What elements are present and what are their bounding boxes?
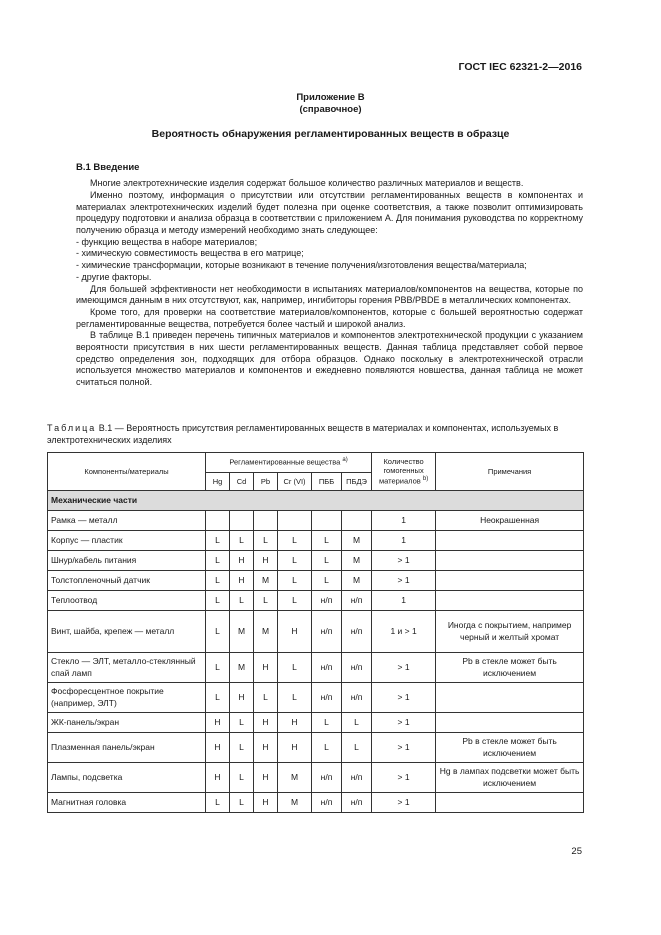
header-pb: Pb xyxy=(254,473,278,491)
cell-note: Hg в лампах подсветки может быть исключением xyxy=(436,763,584,793)
paragraph-2: Именно поэтому, информация о присутствии или отсутствии регламентированных веществ в компонентах и материалах электротехнических изделий будет полезна при оценке соответствия, а также позволит оптимизировать процедуру подготовки и анализа образца в соответствии с приложением А. Для понимания руководства по корректному получению образца и методу измерений необходимо знать следующее: xyxy=(76,190,583,236)
cell-cd: H xyxy=(230,551,254,571)
table-caption-label: Таблица xyxy=(47,423,97,433)
cell-name: ЖК-панель/экран xyxy=(48,713,206,733)
cell-hg: L xyxy=(206,653,230,683)
group-row xyxy=(48,491,584,511)
cell-cr: H xyxy=(278,733,312,763)
cell-pb: H xyxy=(254,733,278,763)
annex-title: Приложение В xyxy=(296,92,365,103)
table-row xyxy=(48,551,584,571)
cell-count: > 1 xyxy=(372,793,436,813)
cell-pb: H xyxy=(254,763,278,793)
cell-pbb: н/п xyxy=(312,763,342,793)
cell-name: Рамка — металл xyxy=(48,511,206,531)
cell-hg: L xyxy=(206,591,230,611)
document-code: ГОСТ IEC 62321-2—2016 xyxy=(458,61,582,73)
cell-pb: H xyxy=(254,653,278,683)
cell-pbde: н/п xyxy=(342,683,372,713)
header-pbde: ПБДЭ xyxy=(342,473,372,491)
table-row xyxy=(48,713,584,733)
cell-note xyxy=(436,571,584,591)
group-title: Механические части xyxy=(48,491,584,511)
annex-subtitle: (справочное) xyxy=(299,103,362,115)
cell-cd: L xyxy=(230,531,254,551)
cell-count: 1 xyxy=(372,591,436,611)
cell-name: Стекло — ЭЛТ, металло-стеклянный спай ламп xyxy=(48,653,206,683)
table-row xyxy=(48,591,584,611)
paragraph-4: Кроме того, для проверки на соответствие материалов/компонентов, которые с большей вероятностью содержат регламентированные вещества, потребуется более частый и широкой анализ. xyxy=(76,306,583,329)
cell-count: > 1 xyxy=(372,653,436,683)
cell-hg: H xyxy=(206,733,230,763)
cell-pbb: н/п xyxy=(312,683,342,713)
bullet-item: - другие факторы. xyxy=(76,271,152,282)
cell-pbb: н/п xyxy=(312,653,342,683)
cell-count: > 1 xyxy=(372,551,436,571)
cell-count: > 1 xyxy=(372,571,436,591)
cell-count: > 1 xyxy=(372,763,436,793)
cell-name: Теплоотвод xyxy=(48,591,206,611)
bullet-item: - функцию вещества в наборе материалов; xyxy=(76,236,258,247)
cell-pbde: M xyxy=(342,551,372,571)
bullet-list xyxy=(76,237,583,284)
cell-hg: L xyxy=(206,611,230,653)
header-notes: Примечания xyxy=(436,453,584,491)
cell-note xyxy=(436,683,584,713)
cell-cr: L xyxy=(278,531,312,551)
cell-count: 1 xyxy=(372,531,436,551)
cell-count: > 1 xyxy=(372,713,436,733)
cell-note: Pb в стекле может быть исключением xyxy=(436,653,584,683)
cell-cr: H xyxy=(278,713,312,733)
cell-note: Иногда с покрытием, например черный и желтый хромат xyxy=(436,611,584,653)
cell-name: Плазменная панель/экран xyxy=(48,733,206,763)
header-cd: Cd xyxy=(230,473,254,491)
header-component: Компоненты/материалы xyxy=(48,453,206,491)
cell-pbde: н/п xyxy=(342,591,372,611)
cell-cd: L xyxy=(230,763,254,793)
cell-pbde xyxy=(342,511,372,531)
cell-name: Корпус — пластик xyxy=(48,531,206,551)
cell-pbb: н/п xyxy=(312,591,342,611)
cell-hg: L xyxy=(206,551,230,571)
cell-pbde: н/п xyxy=(342,793,372,813)
cell-cd: M xyxy=(230,653,254,683)
cell-pbb: н/п xyxy=(312,793,342,813)
cell-note: Неокрашенная xyxy=(436,511,584,531)
table-row xyxy=(48,571,584,591)
cell-hg xyxy=(206,511,230,531)
cell-count: > 1 xyxy=(372,733,436,763)
cell-note xyxy=(436,531,584,551)
page-number: 25 xyxy=(571,846,582,857)
cell-pbde: L xyxy=(342,733,372,763)
annex-heading: Вероятность обнаружения регламентированных веществ в образце xyxy=(151,128,510,140)
cell-cr: L xyxy=(278,653,312,683)
cell-pbde: M xyxy=(342,531,372,551)
cell-name: Лампы, подсветка xyxy=(48,763,206,793)
cell-name: Толстопленочный датчик xyxy=(48,571,206,591)
cell-cr xyxy=(278,511,312,531)
substances-table xyxy=(47,452,584,813)
table-row xyxy=(48,511,584,531)
header-regulated: Регламентированные вещества $^{a)}$ xyxy=(206,453,372,473)
cell-hg: L xyxy=(206,683,230,713)
cell-pbb: L xyxy=(312,571,342,591)
header-count: Количество гомогенных материалов $^{b)}$ xyxy=(372,453,436,491)
cell-cd: H xyxy=(230,571,254,591)
cell-hg: H xyxy=(206,763,230,793)
cell-cd xyxy=(230,511,254,531)
paragraph-1: Многие электротехнические изделия содержат большое количество различных материалов и веществ. xyxy=(90,178,524,189)
header-cr: Cr (VI) xyxy=(278,473,312,491)
cell-note xyxy=(436,793,584,813)
cell-pbde: н/п xyxy=(342,611,372,653)
cell-note xyxy=(436,591,584,611)
cell-cd: L xyxy=(230,591,254,611)
table-row xyxy=(48,611,584,653)
cell-count: 1 xyxy=(372,511,436,531)
cell-pbde: L xyxy=(342,713,372,733)
cell-cd: L xyxy=(230,713,254,733)
cell-pb: H xyxy=(254,713,278,733)
cell-cr: L xyxy=(278,551,312,571)
cell-pbb xyxy=(312,511,342,531)
cell-pb: H xyxy=(254,551,278,571)
cell-pbb: L xyxy=(312,531,342,551)
table-row xyxy=(48,653,584,683)
bullet-item: - химические трансформации, которые возникают в течение получения/изготовления вещества/материала; xyxy=(76,260,527,271)
cell-pb: L xyxy=(254,531,278,551)
section-content xyxy=(76,162,583,389)
bullet-item: - химическую совместимость вещества в его матрице; xyxy=(76,248,304,259)
table-row xyxy=(48,763,584,793)
cell-name: Шнур/кабель питания xyxy=(48,551,206,571)
cell-cr: L xyxy=(278,591,312,611)
cell-hg: H xyxy=(206,713,230,733)
cell-cr: H xyxy=(278,611,312,653)
table-row xyxy=(48,793,584,813)
cell-note xyxy=(436,551,584,571)
cell-pbde: M xyxy=(342,571,372,591)
header-pbb: ПББ xyxy=(312,473,342,491)
section-heading: В.1 Введение xyxy=(76,162,140,173)
paragraph-5: В таблице В.1 приведен перечень типичных материалов и компонентов электротехнической продукции с указанием вероятности присутствия в них шести регламентированных веществ. Данная таблица представляет собой первое средство определения зон, подходящих для отбора образцов. Однако поскольку в электротехнической отрасли используется множество материалов и компонентов и ежедневно появляются новшества, данная таблица не может считаться полной. xyxy=(76,330,583,388)
cell-pb xyxy=(254,511,278,531)
cell-name: Винт, шайба, крепеж — металл xyxy=(48,611,206,653)
cell-hg: L xyxy=(206,571,230,591)
cell-pb: L xyxy=(254,591,278,611)
cell-pb: L xyxy=(254,683,278,713)
cell-cr: M xyxy=(278,763,312,793)
cell-cd: H xyxy=(230,683,254,713)
cell-pbde: н/п xyxy=(342,763,372,793)
table-row xyxy=(48,733,584,763)
cell-cr: L xyxy=(278,683,312,713)
cell-count: > 1 xyxy=(372,683,436,713)
cell-cd: L xyxy=(230,793,254,813)
paragraph-3: Для большей эффективности нет необходимости в испытаниях материалов/компонентов на вещества, которые по имеющимся данным в них отсутствуют, как, например, ингибиторы горения PBB/PBDE в металлических компонентах. xyxy=(76,283,583,306)
cell-name: Фосфоресцентное покрытие (например, ЭЛТ) xyxy=(48,683,206,713)
cell-hg: L xyxy=(206,793,230,813)
cell-count: 1 и > 1 xyxy=(372,611,436,653)
cell-pbb: L xyxy=(312,713,342,733)
cell-pbde: н/п xyxy=(342,653,372,683)
cell-pb: M xyxy=(254,611,278,653)
cell-pbb: н/п xyxy=(312,611,342,653)
cell-pbb: L xyxy=(312,733,342,763)
cell-pbb: L xyxy=(312,551,342,571)
cell-hg: L xyxy=(206,531,230,551)
cell-cr: M xyxy=(278,793,312,813)
cell-cr: L xyxy=(278,571,312,591)
cell-note: Pb в стекле может быть исключением xyxy=(436,733,584,763)
cell-cd: L xyxy=(230,733,254,763)
table-row xyxy=(48,531,584,551)
table-caption xyxy=(47,423,583,446)
header-hg: Hg xyxy=(206,473,230,491)
cell-cd: M xyxy=(230,611,254,653)
cell-pb: M xyxy=(254,571,278,591)
cell-name: Магнитная головка xyxy=(48,793,206,813)
cell-pb: H xyxy=(254,793,278,813)
table-row xyxy=(48,683,584,713)
table-caption-text: В.1 — Вероятность присутствия регламентированных веществ в материалах и компонентах, используемых в электротехнических изделиях xyxy=(47,423,559,445)
annex-header xyxy=(0,92,661,116)
cell-note xyxy=(436,713,584,733)
